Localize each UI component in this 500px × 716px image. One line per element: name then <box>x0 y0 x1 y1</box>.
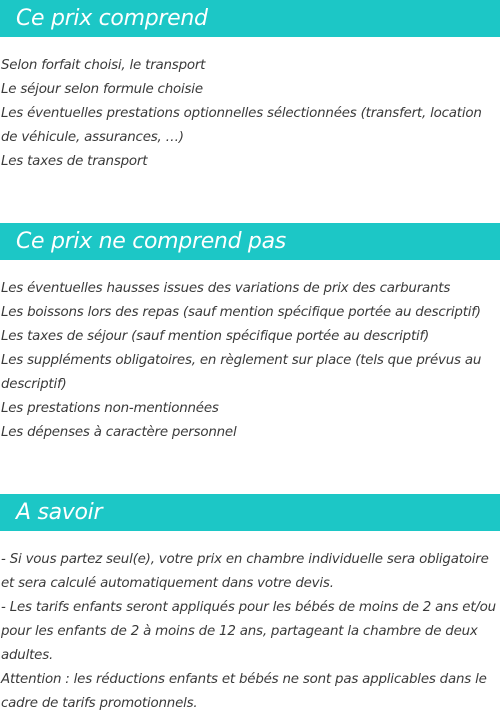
list-item: Le séjour selon formule choisie <box>1 82 203 97</box>
list-item: Attention : les réductions enfants et bébés ne sont pas applicables dans le cadre de tarifs promotionnels. <box>1 672 487 711</box>
section-title: A savoir <box>16 500 103 525</box>
list-item: - Les tarifs enfants seront appliqués pour les bébés de moins de 2 ans et/ou pour les enfants de 2 à moins de 12 ans, partageant la chambre de deux adultes. <box>1 600 496 663</box>
list-item: Les boissons lors des repas (sauf mention spécifique portée au descriptif) <box>1 305 481 320</box>
list-item: - Si vous partez seul(e), votre prix en chambre individuelle sera obligatoire et sera calculé automatiquement dans votre devis. <box>1 552 489 591</box>
section-header-good-to-know <box>0 494 500 531</box>
section-header-included <box>0 0 500 37</box>
list-item: Les dépenses à caractère personnel <box>1 425 237 440</box>
list-item: Les éventuelles hausses issues des variations de prix des carburants <box>1 281 451 296</box>
section-title: Ce prix ne comprend pas <box>16 229 286 254</box>
list-item: Les éventuelles prestations optionnelles sélectionnées (transfert, location de véhicule, assurances, …) <box>1 106 482 145</box>
section-body-included <box>0 54 500 174</box>
list-item: Les suppléments obligatoires, en règlement sur place (tels que prévus au descriptif) <box>1 353 482 392</box>
section-body-not-included <box>0 277 500 445</box>
list-item: Selon forfait choisi, le transport <box>1 58 206 73</box>
list-item: Les taxes de transport <box>1 154 148 169</box>
list-item: Les taxes de séjour (sauf mention spécifique portée au descriptif) <box>1 329 430 344</box>
list-item: Les prestations non-mentionnées <box>1 401 219 416</box>
section-header-not-included <box>0 223 500 260</box>
section-title: Ce prix comprend <box>16 6 208 31</box>
